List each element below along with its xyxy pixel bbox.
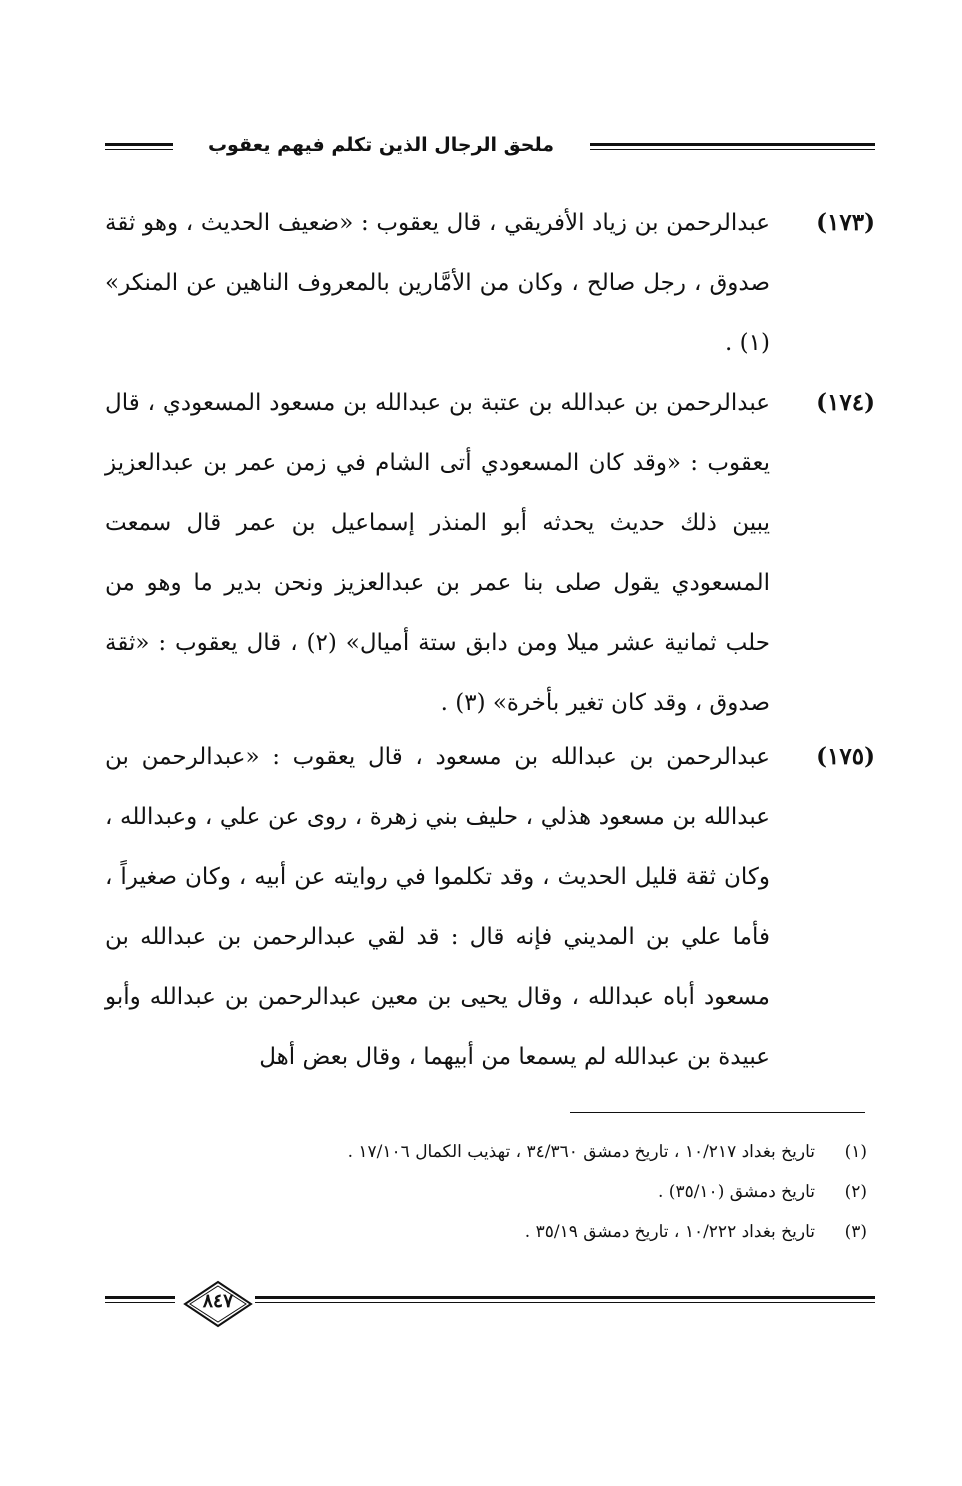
footer-rule-right	[255, 1296, 875, 1306]
header-rule-right	[590, 143, 875, 153]
entry-174	[105, 373, 875, 733]
footnote-text: تاريخ دمشق (٣٥/١٠) .	[657, 1182, 815, 1202]
entry-text: عبدالرحمن بن عبدالله بن مسعود ، قال يعقوب : «عبدالرحمن بن عبدالله بن مسعود هذلي ، حليف بني زهرة ، روى عن علي ، وعبدالله ، وكان ثقة قليل الحديث ، وقد تكلموا في روايته عن أبيه ، وكان صغيراً ، فأما علي بن المديني فإنه قال : قد لقي عبدالرحمن بن عبدالله بن مسعود أباه عبدالله ، وقال يحيى بن معين عبدالرحمن بن عبدالله وأبو عبيدة بن عبدالله لم يسمعا من أبيهما ، وقال بعض أهل	[105, 744, 770, 1070]
footnote-2	[105, 1172, 875, 1212]
footnotes	[105, 1132, 875, 1252]
entry-173	[105, 193, 875, 373]
footnote-number: (٢)	[844, 1182, 867, 1202]
header-title: ملحق الرجال الذين تكلم فيهم يعقوب	[207, 134, 555, 156]
entry-text: عبدالرحمن بن زياد الأفريقي ، قال يعقوب : «ضعيف الحديث ، وهو ثقة صدوق ، رجل صالح ، وكان من الأمَّارين بالمعروف الناهين عن المنكر» (١) .	[105, 210, 770, 356]
entry-number: (١٧٤)	[816, 389, 875, 416]
footnote-separator	[570, 1112, 865, 1113]
footnote-number: (٣)	[844, 1222, 867, 1242]
entry-number: (١٧٥)	[816, 743, 875, 770]
entry-number: (١٧٣)	[816, 209, 875, 236]
page-number: ٨٤٧	[202, 1290, 234, 1312]
footer-rule-left	[105, 1296, 175, 1306]
footnote-text: تاريخ بغداد ١٠/٢٢٢ ، تاريخ دمشق ٣٥/١٩ .	[524, 1222, 815, 1242]
entry-175	[105, 727, 875, 1087]
footnote-text: تاريخ بغداد ١٠/٢١٧ ، تاريخ دمشق ٣٤/٣٦٠ ، تهذيب الكمال ١٧/١٠٦ .	[347, 1142, 815, 1162]
footnote-3	[105, 1212, 875, 1252]
footnote-number: (١)	[844, 1142, 867, 1162]
page-footer	[105, 1278, 875, 1332]
page-header	[105, 134, 875, 161]
entry-text: عبدالرحمن بن عبدالله بن عتبة بن عبدالله بن مسعود المسعودي ، قال يعقوب : «وقد كان المسعودي أتى الشام في زمن عمر بن عبدالعزيز يبين ذلك حديث يحدثه أبو المنذر إسماعيل بن عمر قال سمعت المسعودي يقول صلى بنا عمر بن عبدالعزيز ونحن بدير ما وهو من حلب ثمانية عشر ميلا ومن دابق ستة أميال» (٢) ، قال يعقوب : «ثقة صدوق ، وقد كان تغير بأخرة» (٣) .	[105, 390, 770, 716]
header-rule-left	[105, 143, 173, 153]
footnote-1	[105, 1132, 875, 1172]
